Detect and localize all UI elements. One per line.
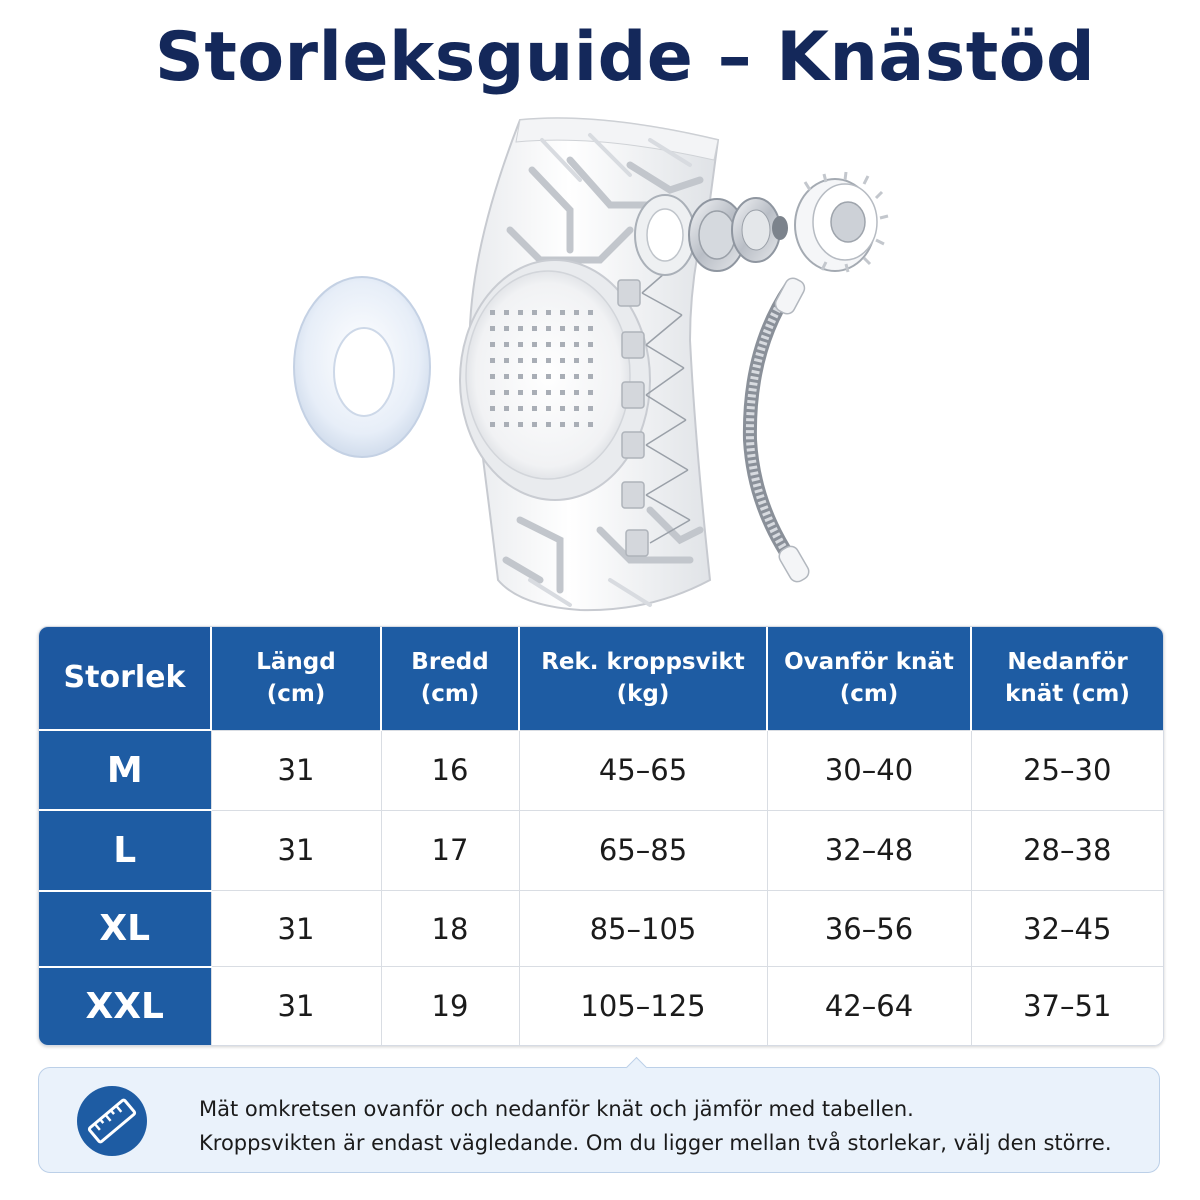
row-size: XL xyxy=(39,891,211,967)
knee-brace-illustration xyxy=(270,110,910,620)
cell-above-knee: 36–56 xyxy=(767,891,971,967)
page-title: Storleksguide – Knästöd xyxy=(154,18,1096,97)
spring-stay xyxy=(750,275,812,584)
cell-width: 19 xyxy=(381,967,519,1045)
table-row xyxy=(39,891,1163,967)
header-weight: Rek. kroppsvikt (kg) xyxy=(519,627,767,730)
header-size: Storlek xyxy=(39,627,211,730)
row-size: M xyxy=(39,730,211,810)
size-table xyxy=(39,627,1163,1045)
note-line-1: Mät omkretsen ovanför och nedanför knät och jämför med tabellen. xyxy=(199,1097,914,1121)
cell-below-knee: 25–30 xyxy=(971,730,1163,810)
header-above-knee: Ovanför knät (cm) xyxy=(767,627,971,730)
cell-length: 31 xyxy=(211,730,381,810)
cell-width: 17 xyxy=(381,810,519,890)
row-size: XXL xyxy=(39,967,211,1045)
table-row xyxy=(39,810,1163,890)
knee-sleeve xyxy=(460,118,718,610)
cell-width: 16 xyxy=(381,730,519,810)
header-below-knee: Nedanför knät (cm) xyxy=(971,627,1163,730)
table-row xyxy=(39,967,1163,1045)
cell-below-knee: 28–38 xyxy=(971,810,1163,890)
ruler-icon xyxy=(77,1086,147,1156)
measurement-note xyxy=(38,1067,1160,1173)
note-notch xyxy=(626,1057,647,1078)
note-line-2: Kroppsvikten är endast vägledande. Om du ligger mellan två storlekar, välj den större. xyxy=(199,1131,1112,1155)
cell-above-knee: 32–48 xyxy=(767,810,971,890)
cell-below-knee: 32–45 xyxy=(971,891,1163,967)
row-size: L xyxy=(39,810,211,890)
header-width: Bredd (cm) xyxy=(381,627,519,730)
cell-weight: 45–65 xyxy=(519,730,767,810)
cell-width: 18 xyxy=(381,891,519,967)
table-header-row xyxy=(39,627,1163,730)
cell-length: 31 xyxy=(211,967,381,1045)
cell-weight: 65–85 xyxy=(519,810,767,890)
cell-weight: 85–105 xyxy=(519,891,767,967)
cell-above-knee: 30–40 xyxy=(767,730,971,810)
size-table-container xyxy=(38,626,1164,1046)
header-length: Längd (cm) xyxy=(211,627,381,730)
silicone-ring xyxy=(294,277,430,457)
cell-length: 31 xyxy=(211,810,381,890)
cell-weight: 105–125 xyxy=(519,967,767,1045)
note-text xyxy=(199,1092,1112,1160)
cell-above-knee: 42–64 xyxy=(767,967,971,1045)
cell-below-knee: 37–51 xyxy=(971,967,1163,1045)
cell-length: 31 xyxy=(211,891,381,967)
table-row xyxy=(39,730,1163,810)
